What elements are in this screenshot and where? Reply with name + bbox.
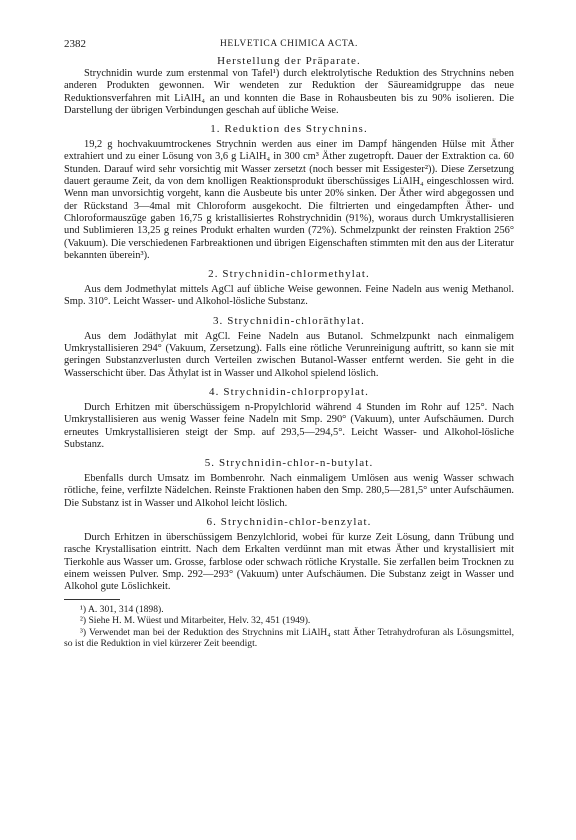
- section-heading: 6. Strychnidin-chlor-benzylat.: [206, 516, 372, 529]
- paragraph: 19,2 g hochvakuumtrockenes Strychnin werden aus einer im Dampf hängenden Hülse mit Äther extrahiert und zu einer Lösung von 3,6 g LiAlH₄ in 300 cm³ Äther zugetropft. Dauer der Extraktion ca. 60 Stunden. Darauf wird sehr vorsichtig mit Wasser zersetzt (noch besser mit Essigester²)). Diese Zersetzung dauert geraume Zeit, da von dem knolligen Reaktionsprodukt überschüssiges LiAlH₄ eingeschlossen wird. Wenn man unvorsichtig vorgeht, kann die Ausbeute bis unter 20% sinken. Der Äther wird abgegossen und der Rückstand 3—4mal mit Chloroform ausgekocht. Die filtrierten und eingedampften Äther- und Chloroformauszüge gaben 16,75 g kristallisiertes Rohstrychnidin (91%), woraus durch Umkrystallisieren und Sublimieren 13,25 g reines Produkt erhalten wurden (72%). Schmelzpunkt der reinsten Fraktion 256° (Vakuum). Die verschiedenen Farbreaktionen und übrigen Eigenschaften stimmten mit den aus der Literatur bekannten überein³).: [64, 139, 514, 261]
- paragraph: Durch Erhitzen mit überschüssigem n-Propylchlorid während 4 Stunden im Rohr auf 125°. Nach Umkrystallisieren aus wenig Wasser feine Nadeln mit Smp. 290° (Vakuum), unter Aufschäumen. Durch erneutes Umkrystallisieren steigt der Smp. auf 293,5—294,5°. Leicht Wasser- und Alkohol-lösliche Substanz.: [64, 401, 514, 450]
- footnotes: [64, 604, 514, 650]
- section-heading: 1. Reduktion des Strychnins.: [210, 123, 368, 136]
- section-reduction: [64, 122, 514, 262]
- paragraph: Ebenfalls durch Umsatz im Bombenrohr. Nach einmaligem Umlösen aus wenig Wasser schwach rötliche, feine, verfilzte Nädelchen. Reinste Fraktionen haben den Smp. 280,5—281,5° unter Aufschäumen. Die Substanz ist in Wasser und Alkohol leicht löslich.: [64, 473, 514, 509]
- section-chlorpropylat: [64, 385, 514, 451]
- journal-page: [64, 38, 514, 650]
- section-chloraethylat: [64, 314, 514, 380]
- paragraph: Strychnidin wurde zum erstenmal von Tafel¹) durch elektrolytische Reduktion des Strychnins neben anderen Produkten gewonnen. Wir wendeten zur Reduktion der Säureamidgruppe das neue Reduktionsverfahren mit LiAlH₄ an und konnten die Base in Rohausbeuten bis zu 90% isolieren. Die Darstellung der übrigen Verbindungen geschah auf übliche Weise.: [64, 68, 514, 116]
- paragraph: Aus dem Jodmethylat mittels AgCl auf übliche Weise gewonnen. Feine Nadeln aus wenig Methanol. Smp. 310°. Leicht Wasser- und Alkohol-lösliche Substanz.: [64, 284, 514, 308]
- section-heading: 4. Strychnidin-chlorpropylat.: [209, 385, 369, 398]
- section-chlor-benzylat: [64, 515, 514, 593]
- running-header: [64, 38, 514, 54]
- section-heading: Herstellung der Präparate.: [217, 55, 361, 67]
- section-heading: 3. Strychnidin-chloräthylat.: [212, 314, 366, 327]
- footnote-divider: [64, 599, 120, 600]
- journal-title: HELVETICA CHIMICA ACTA.: [219, 39, 359, 49]
- section-chlormethylat: [64, 267, 514, 309]
- footnote: ³) Verwendet man bei der Reduktion des Strychnins mit LiAlH₄ statt Äther Tetrahydrofuran als Lösungsmittel, so ist die Reduktion in viel kürzerer Zeit beendigt.: [64, 626, 514, 650]
- page-number: 2382: [64, 38, 86, 50]
- paragraph: Aus dem Jodäthylat mit AgCl. Feine Nadeln aus Butanol. Schmelzpunkt nach einmaligem Umkrystallisieren 294° (Vakuum, Zersetzung). Falls eine rötliche Verunreinigung auftritt, so kann sie mit geringen Substanzverlusten durch Verteilen zwischen Butanol-Wasser entfernt werden. Sie geht in die Wasserschicht über. Das Äthylat ist in Wasser und Alkohol spielend löslich.: [64, 330, 514, 379]
- footnote: ²) Siehe H. M. Wüest und Mitarbeiter, Helv. 32, 451 (1949).: [80, 615, 311, 627]
- section-heading: 2. Strychnidin-chlormethylat.: [208, 268, 370, 281]
- section-chlor-n-butylat: [64, 456, 514, 510]
- footnote: ¹) A. 301, 314 (1898).: [80, 603, 164, 615]
- paragraph: Durch Erhitzen in überschüssigem Benzylchlorid, wobei für kurze Zeit Lösung, dann Trübung und rasche Krystallisation eintritt. Nach dem Erkalten verdünnt man mit etwas Äther und krystallisiert mit Tierkohle aus Wasser um. Grosse, farblose oder schwach rötliche Krystalle. Sie zerfallen beim Trocknen zu einem weissen Pulver. Smp. 292—293° (Vakuum) unter Aufschäumen. Die Substanz zeigt in Wasser und Alkohol gute Löslichkeit.: [64, 532, 514, 593]
- section-preparations: [64, 54, 514, 117]
- section-heading: 5. Strychnidin-chlor-n-butylat.: [204, 457, 374, 470]
